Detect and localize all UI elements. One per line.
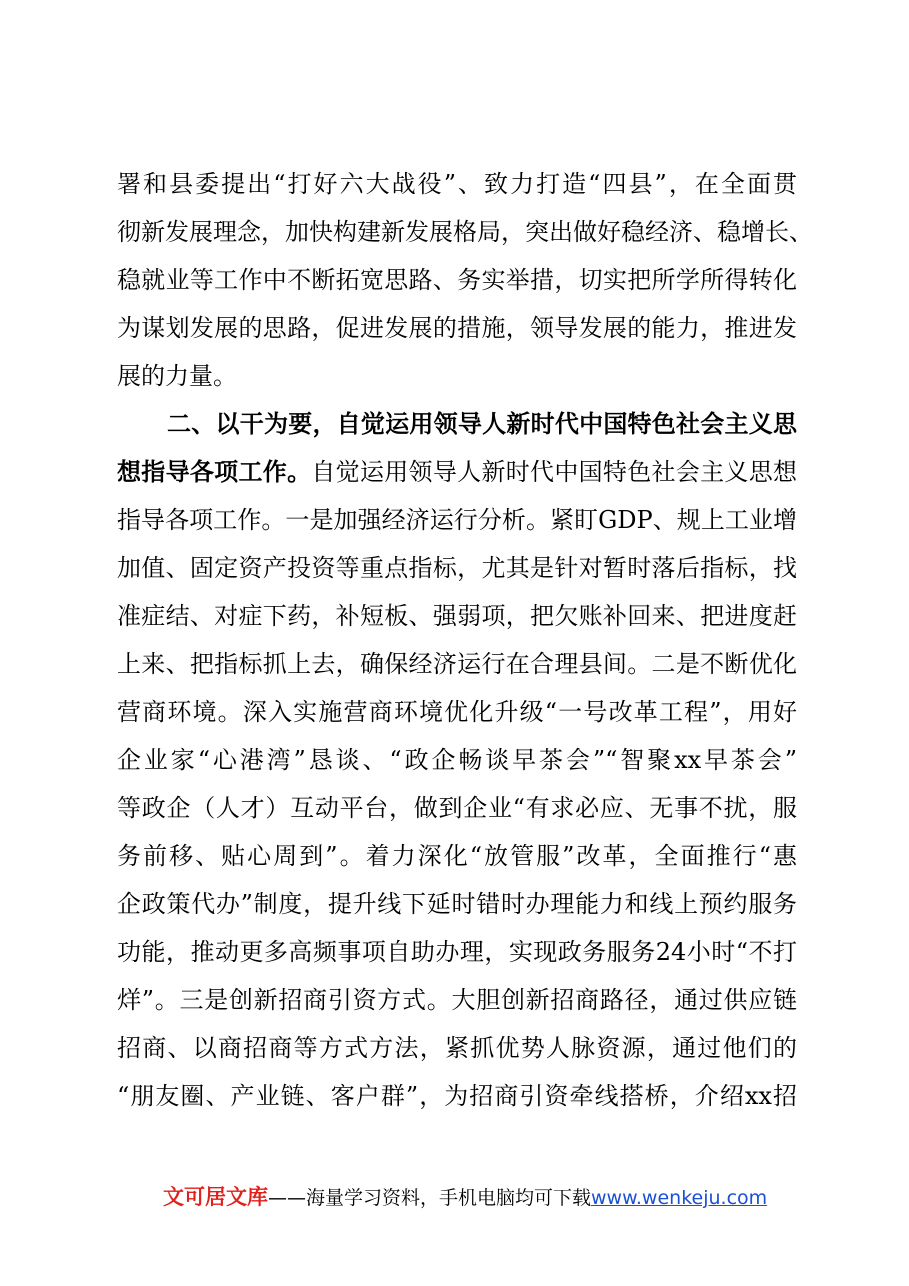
paragraph-line: 署和县委提出“打好六大战役”、致力打造“四县”，在全面贯 <box>117 170 797 198</box>
footer-tagline: ——海量学习资料，手机电脑均可下载 <box>268 1187 592 1209</box>
paragraph-text: 自觉运用领导人新时代中国特色社会主义思想 <box>311 458 798 486</box>
paragraph-line: 稳就业等工作中不断拓宽思路、务实举措，切实把所学所得转化 <box>117 266 797 294</box>
paragraph-line: 展的力量。 <box>117 362 237 390</box>
paragraph-line: 加值、固定资产投资等重点指标，尤其是针对暂时落后指标，找 <box>117 554 797 582</box>
paragraph-line: 功能，推动更多高频事项自助办理，实现政务服务24小时“不打 <box>117 938 797 966</box>
paragraph-line: 招商、以商招商等方式方法，紧抓优势人脉资源，通过他们的 <box>117 1034 797 1062</box>
paragraph-line: 指导各项工作。一是加强经济运行分析。紧盯GDP、规上工业增 <box>117 506 797 534</box>
paragraph-line: “朋友圈、产业链、客户群”，为招商引资牵线搭桥，介绍xx招 <box>117 1082 797 1110</box>
paragraph-line: 企业家“心港湾”恳谈、“政企畅谈早茶会”“智聚xx早茶会” <box>117 746 797 774</box>
paragraph-line: 务前移、贴心周到”。着力深化“放管服”改革，全面推行“惠 <box>117 842 797 870</box>
paragraph-line: 彻新发展理念，加快构建新发展格局，突出做好稳经济、稳增长、 <box>117 218 813 246</box>
paragraph-line: 准症结、对症下药，补短板、强弱项，把欠账补回来、把进度赶 <box>117 602 797 630</box>
section-heading-continuation <box>117 456 797 488</box>
footer <box>163 1184 767 1210</box>
footer-brand: 文可居文库 <box>163 1185 268 1209</box>
paragraph-line: 为谋划发展的思路，促进发展的措施，领导发展的能力，推进发 <box>117 314 797 342</box>
section-heading-end: 想指导各项工作。 <box>117 458 312 486</box>
paragraph-line: 烊”。三是创新招商引资方式。大胆创新招商路径，通过供应链 <box>117 986 797 1014</box>
paragraph-line: 营商环境。深入实施营商环境优化升级“一号改革工程”，用好 <box>117 698 797 726</box>
footer-link[interactable]: www.wenkeju.com <box>591 1187 768 1209</box>
section-heading: 二、以干为要，自觉运用领导人新时代中国特色社会主义思 <box>167 410 797 438</box>
paragraph-line: 企政策代办”制度，提升线下延时错时办理能力和线上预约服务 <box>117 890 797 918</box>
paragraph-line: 上来、把指标抓上去，确保经济运行在合理县间。二是不断优化 <box>117 650 797 678</box>
paragraph-line: 等政企（人才）互动平台，做到企业“有求必应、无事不扰，服 <box>117 794 797 822</box>
